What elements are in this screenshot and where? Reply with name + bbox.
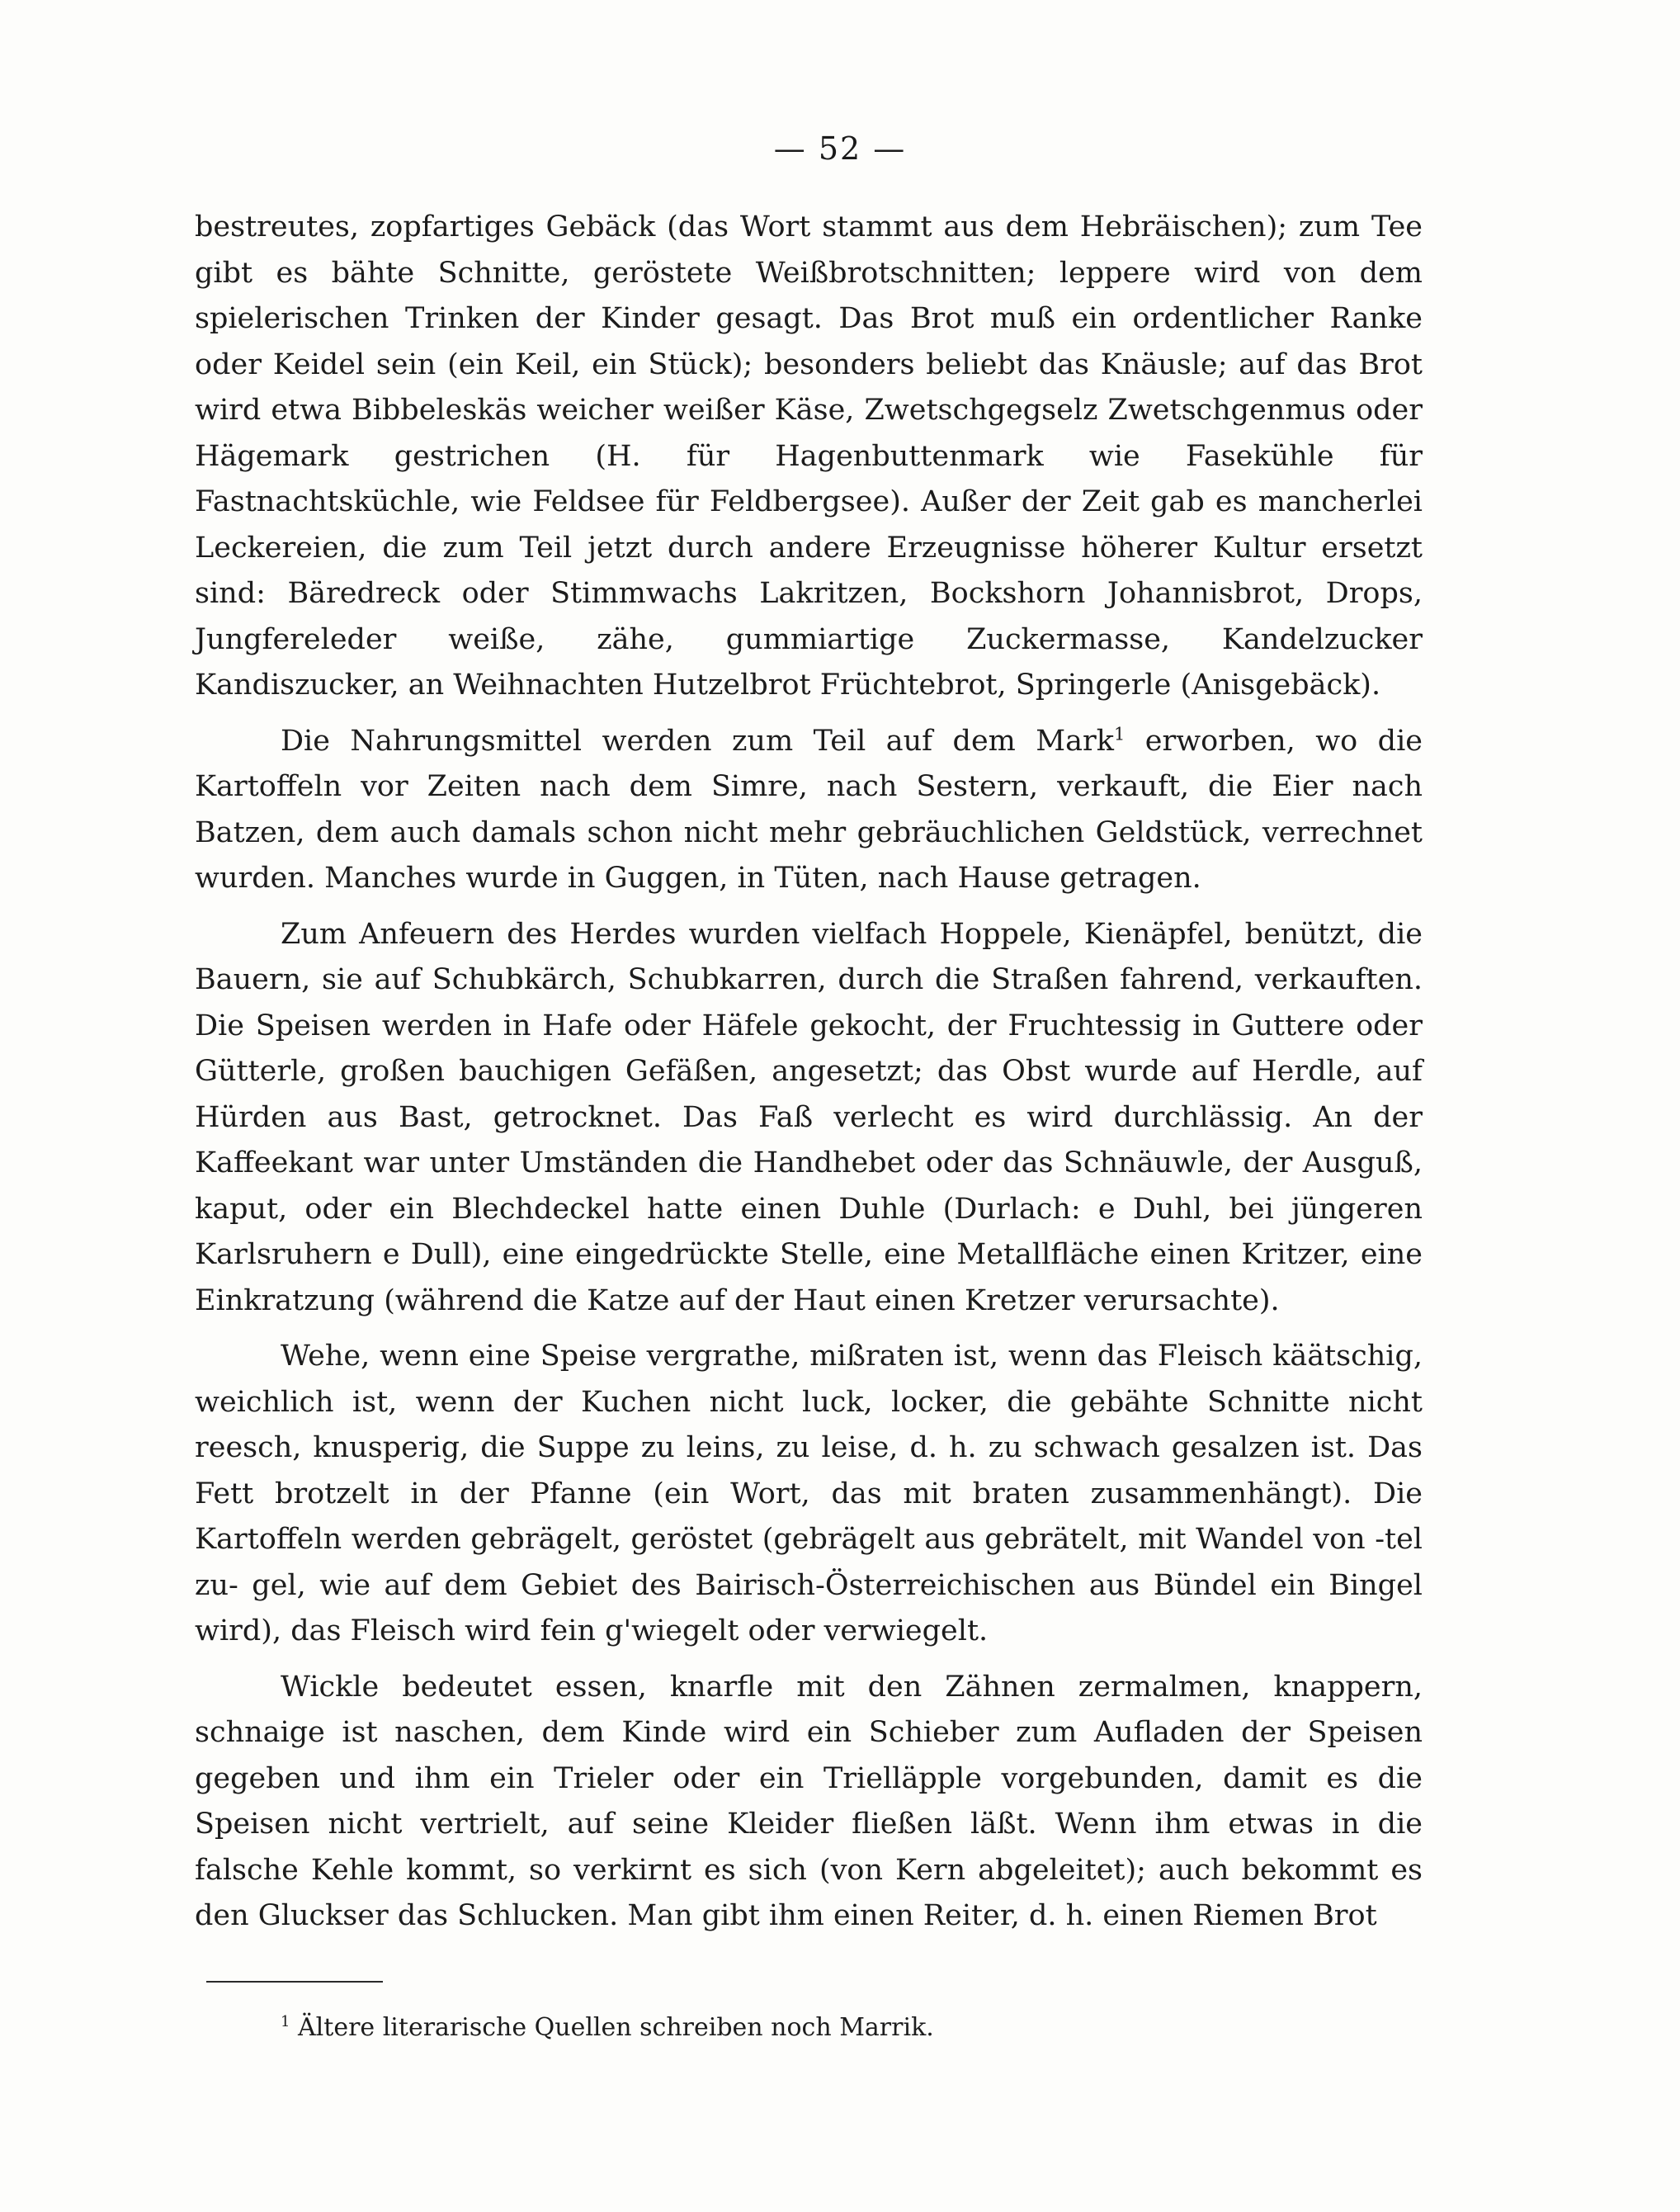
footnote-marker: 1 [281, 2013, 290, 2030]
body-text [195, 205, 1423, 1950]
footnote-text: Ältere literarische Quellen schreiben noch Marrik. [298, 2013, 934, 2042]
page-number: — 52 — [773, 130, 907, 167]
paragraph-5: Wickle bedeutet essen, knarfle mit den Zähnen zermalmen, knappern, schnaige ist naschen, dem Kinde wird ein Schieber zum Aufladen der Speisen gegeben und ihm ein Trieler oder ein Trielläpple vorgebunden, damit es die Speisen nicht vertrielt, auf seine Kleider fließen läßt. Wenn ihm etwas in die falsche Kehle kommt, so verkirnt es sich (von Kern abgeleitet); auch bekommt es den Gluckser das Schlucken. Man gibt ihm einen Reiter, d. h. einen Riemen Brot [195, 1670, 1423, 1932]
paragraph-4: Wehe, wenn eine Speise vergrathe, mißraten ist, wenn das Fleisch käätschig, weichlich ist, wenn der Kuchen nicht luck, locker, die gebähte Schnitte nicht reesch, knusperig, die Suppe zu leins, zu leise, d. h. zu schwach gesalzen ist. Das Fett brotzelt in der Pfanne (ein Wort, das mit braten zusammenhängt). Die Kartoffeln werden gebrägelt, geröstet (gebrägelt aus gebrätelt, mit Wandel von -tel zu- gel, wie auf dem Gebiet des Bairisch-Österreichischen aus Bündel ein Bingel wird), das Fleisch wird fein g'wiegelt oder verwiegelt. [195, 1340, 1423, 1647]
footnote-divider [206, 1981, 383, 1983]
paragraph-2-rest: erworben, wo die Kartoffeln vor Zeiten nach dem Simre, nach Sestern, verkauft, die Eier nach Batzen, dem auch damals schon nicht mehr gebräuchlichen Geldstück, verrechnet wurden. Manches wurde in Guggen, in Tüten, nach Hause getragen. [195, 724, 1423, 895]
footnote-reference: 1 [1113, 723, 1126, 744]
paragraph-1: bestreutes, zopfartiges Gebäck (das Wort stammt aus dem Hebräischen); zum Tee gibt es bähte Schnitte, geröstete Weißbrotschnitten; leppere wird von dem spielerischen Trinken der Kinder gesagt. Das Brot muß ein ordentlicher Ranke oder Keidel sein (ein Keil, ein Stück); besonders beliebt das Knäusle; auf das Brot wird etwa Bibbeleskäs weicher weißer Käse, Zwetschgegselz Zwetschgenmus oder Hägemark gestrichen (H. für Hagenbuttenmark wie Fasekühle für Fastnachtsküchle, wie Feldsee für Feldbergsee). Außer der Zeit gab es mancherlei Leckereien, die zum Teil jetzt durch andere Erzeugnisse höherer Kultur ersetzt sind: Bäredreck oder Stimmwachs Lakritzen, Bockshorn Johannisbrot, Drops, Jungfereleder weiße, zähe, gummiartige Zuckermasse, Kandelzucker Kandiszucker, an Weihnachten Hutzelbrot Früchtebrot, Springerle (Anisgebäck). [195, 210, 1423, 702]
paragraph-2 [195, 719, 1423, 902]
footnote [281, 2010, 1419, 2046]
paragraph-2-start: Die Nahrungsmittel werden zum Teil auf dem Mark [281, 724, 1114, 758]
paragraph-3: Zum Anfeuern des Herdes wurden vielfach Hoppele, Kienäpfel, benützt, die Bauern, sie auf Schubkärch, Schubkarren, durch die Straßen fahrend, verkauften. Die Speisen werden in Hafe oder Häfele gekocht, der Fruchtessig in Guttere oder Gütterle, großen bauchigen Gefäßen, angesetzt; das Obst wurde auf Herdle, auf Hürden aus Bast, getrocknet. Das Faß verlecht es wird durchlässig. An der Kaffeekant war unter Umständen die Handhebet oder das Schnäuwle, der Ausguß, kaput, oder ein Blechdeckel hatte einen Duhle (Durlach: e Duhl, bei jüngeren Karlsruhern e Dull), eine eingedrückte Stelle, eine Metallfläche einen Kritzer, eine Einkratzung (während die Katze auf der Haut einen Kretzer verursachte). [195, 917, 1423, 1317]
